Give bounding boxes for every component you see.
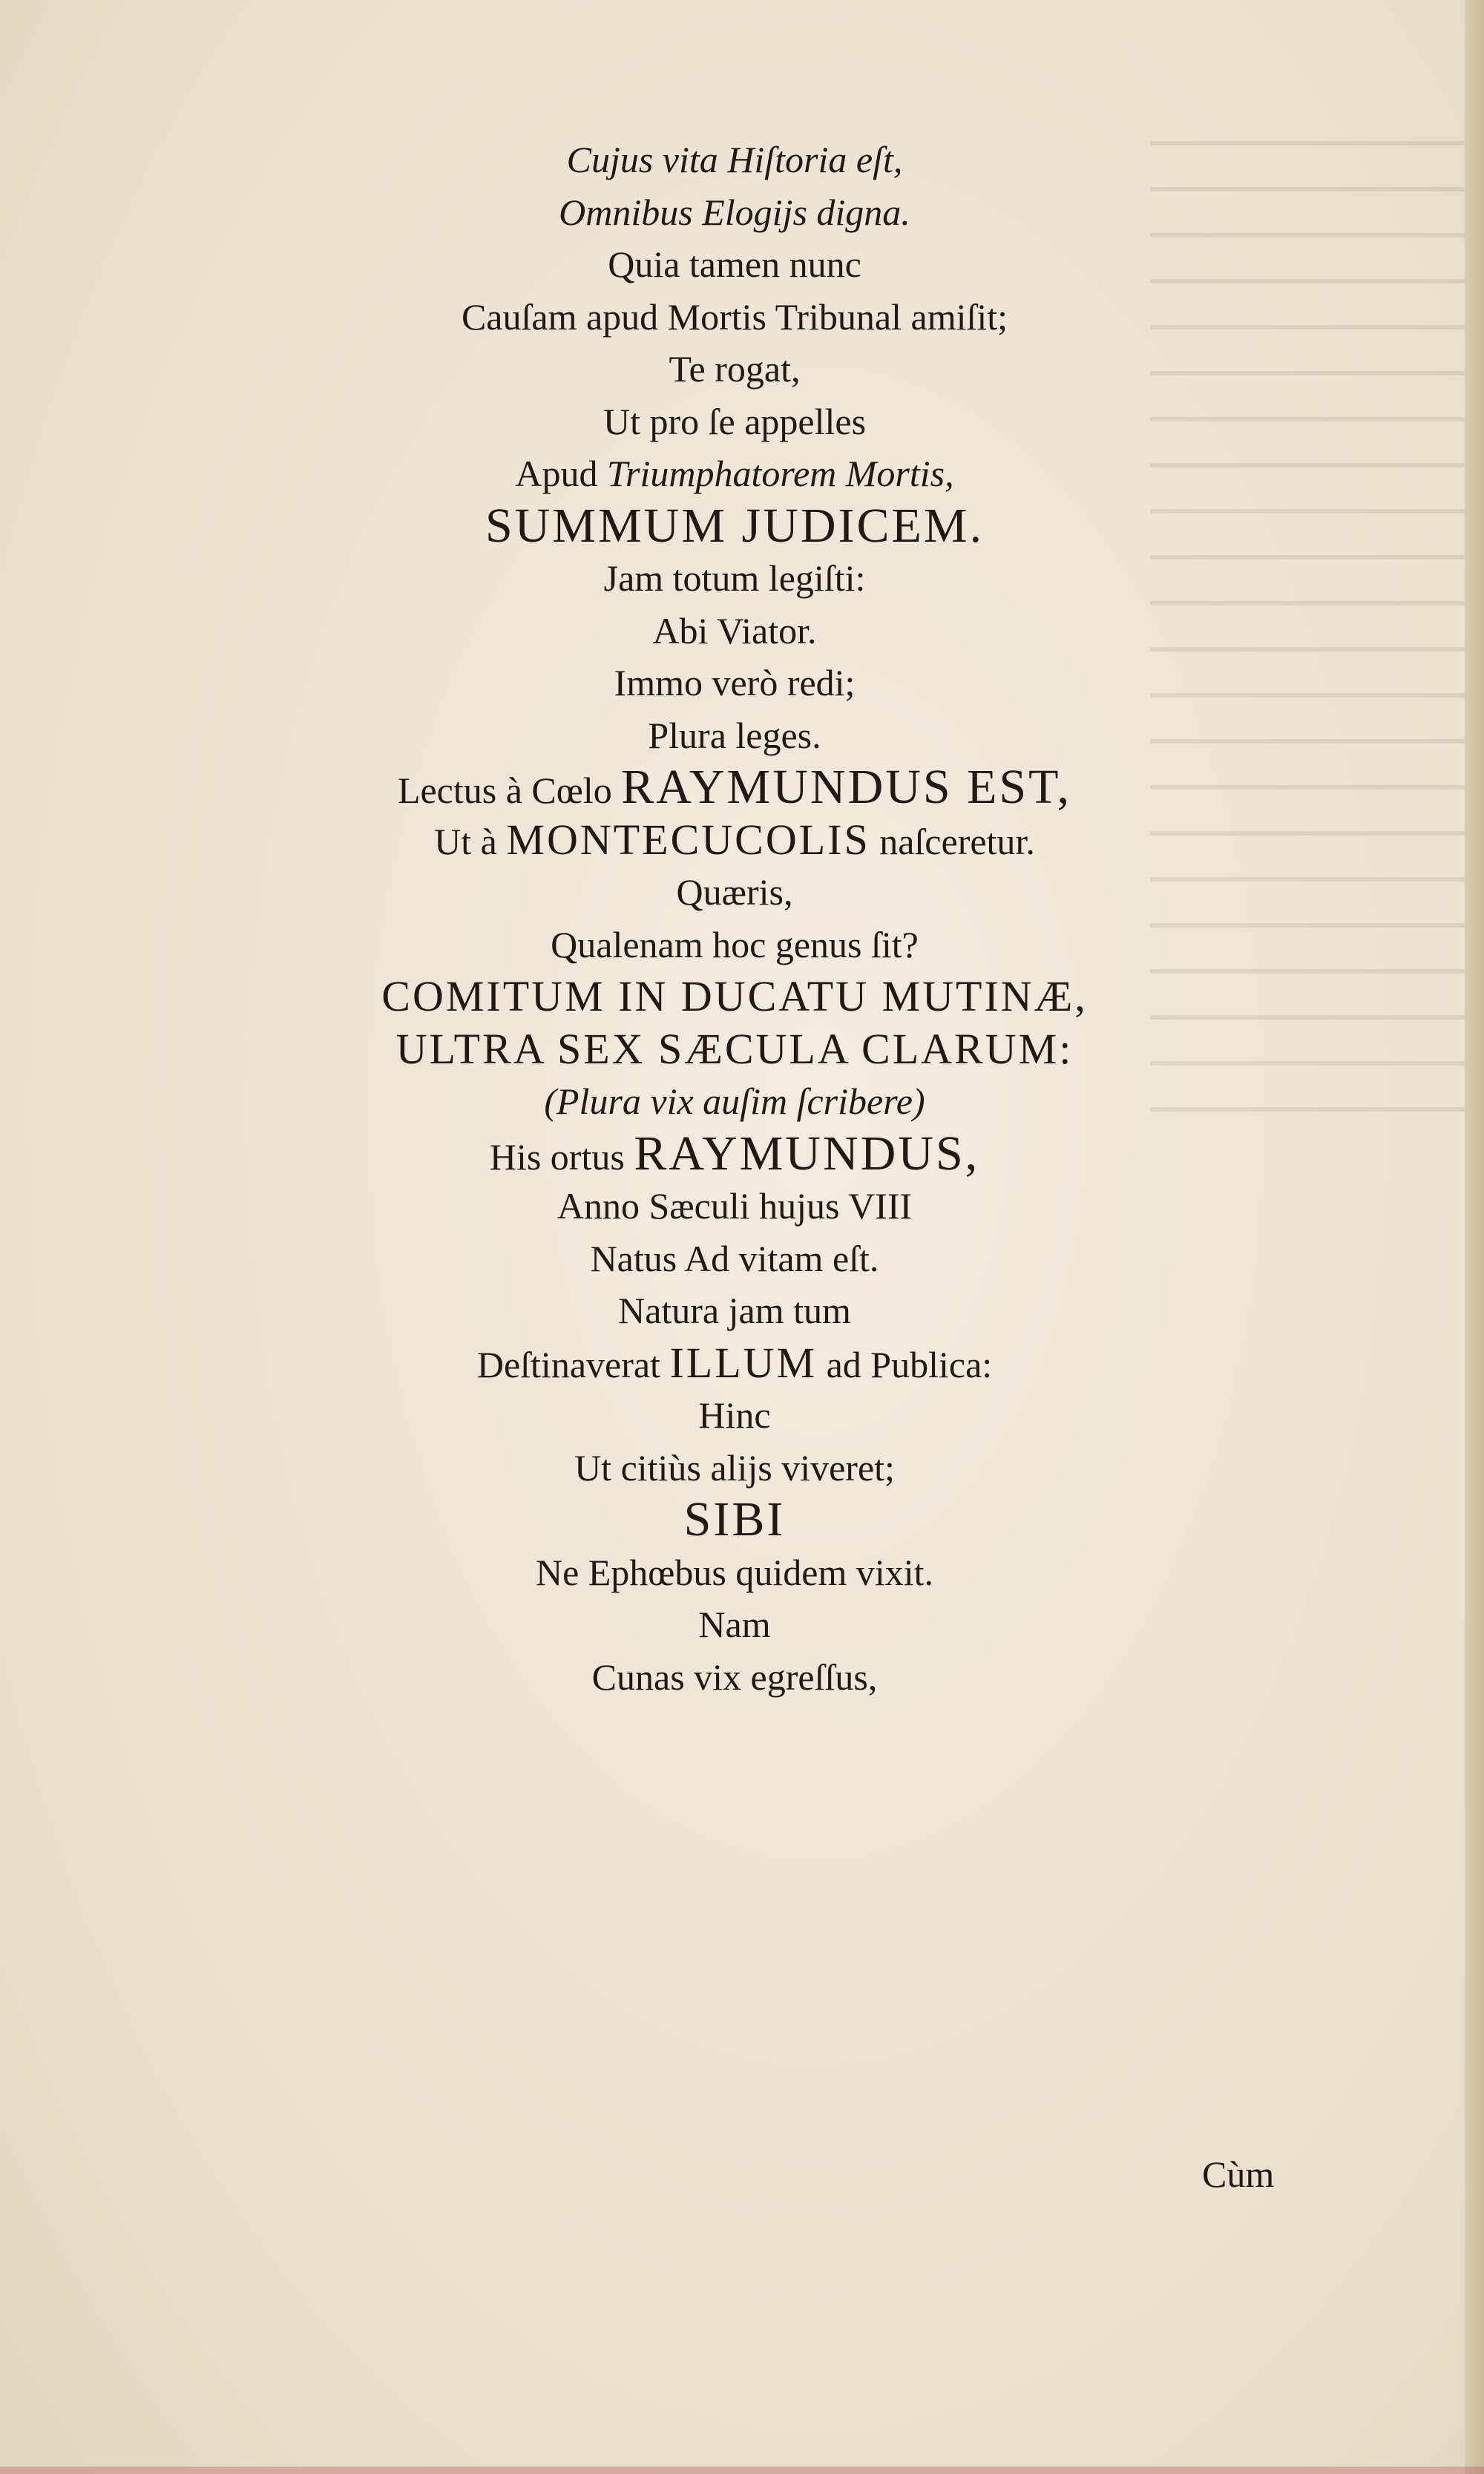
- text-line: Cauſam apud Mortis Tribunal amiſit;: [461, 295, 1008, 338]
- catchword: Cùm: [1202, 2153, 1275, 2195]
- text-line: Cujus vita Hiſtoria eſt,: [566, 139, 903, 180]
- text-line: ULTRA SEX SÆCULA CLARUM:: [395, 1024, 1074, 1073]
- text-line: Ut à MONTECUCOLIS naſceretur.: [434, 815, 1035, 864]
- page-edge: [1465, 0, 1484, 2474]
- text-line: Immo verò redi;: [614, 662, 856, 703]
- text-line: Qualenam hoc genus ſit?: [551, 923, 919, 965]
- text-line: Jam totum legiſti:: [603, 557, 866, 599]
- text-line: Hinc: [698, 1394, 771, 1436]
- text-line: Quia tamen nunc: [608, 243, 861, 285]
- text-line: His ortus RAYMUNDUS,: [489, 1126, 980, 1181]
- text-line: Plura leges.: [648, 714, 821, 756]
- text-line: Ut citiùs alijs viveret;: [574, 1446, 895, 1489]
- text-line: Deſtinaverat ILLUM ad Publica:: [476, 1338, 993, 1387]
- text-line: (Plura vix auſim ſcribere): [544, 1080, 925, 1122]
- text-line: SIBI: [683, 1492, 786, 1546]
- epitaph-text: [252, 134, 1217, 1703]
- text-line: Te rogat,: [669, 348, 801, 390]
- text-line: Nam: [698, 1604, 771, 1645]
- text-line: Omnibus Elogijs digna.: [559, 191, 910, 233]
- text-line: Natus Ad vitam eſt.: [590, 1237, 879, 1279]
- text-line: Abi Viator.: [652, 609, 817, 652]
- text-line: Lectus à Cœlo RAYMUNDUS EST,: [397, 760, 1072, 814]
- text-line: Cunas vix egreſſus,: [591, 1656, 878, 1698]
- text-line: Apud Triumphatorem Mortis,: [515, 453, 954, 494]
- text-line: Quæris,: [676, 871, 793, 913]
- text-line: Ut pro ſe appelles: [603, 400, 867, 442]
- text-line: COMITUM IN DUCATU MUTINÆ,: [381, 972, 1088, 1020]
- text-line: Natura jam tum: [618, 1290, 851, 1331]
- text-line: Ne Ephœbus quidem vixit.: [535, 1551, 934, 1593]
- text-line: Anno Sæculi hujus VIII: [556, 1185, 913, 1227]
- text-line: SUMMUM JUDICEM.: [485, 498, 985, 553]
- bottom-edge: [0, 2467, 1484, 2474]
